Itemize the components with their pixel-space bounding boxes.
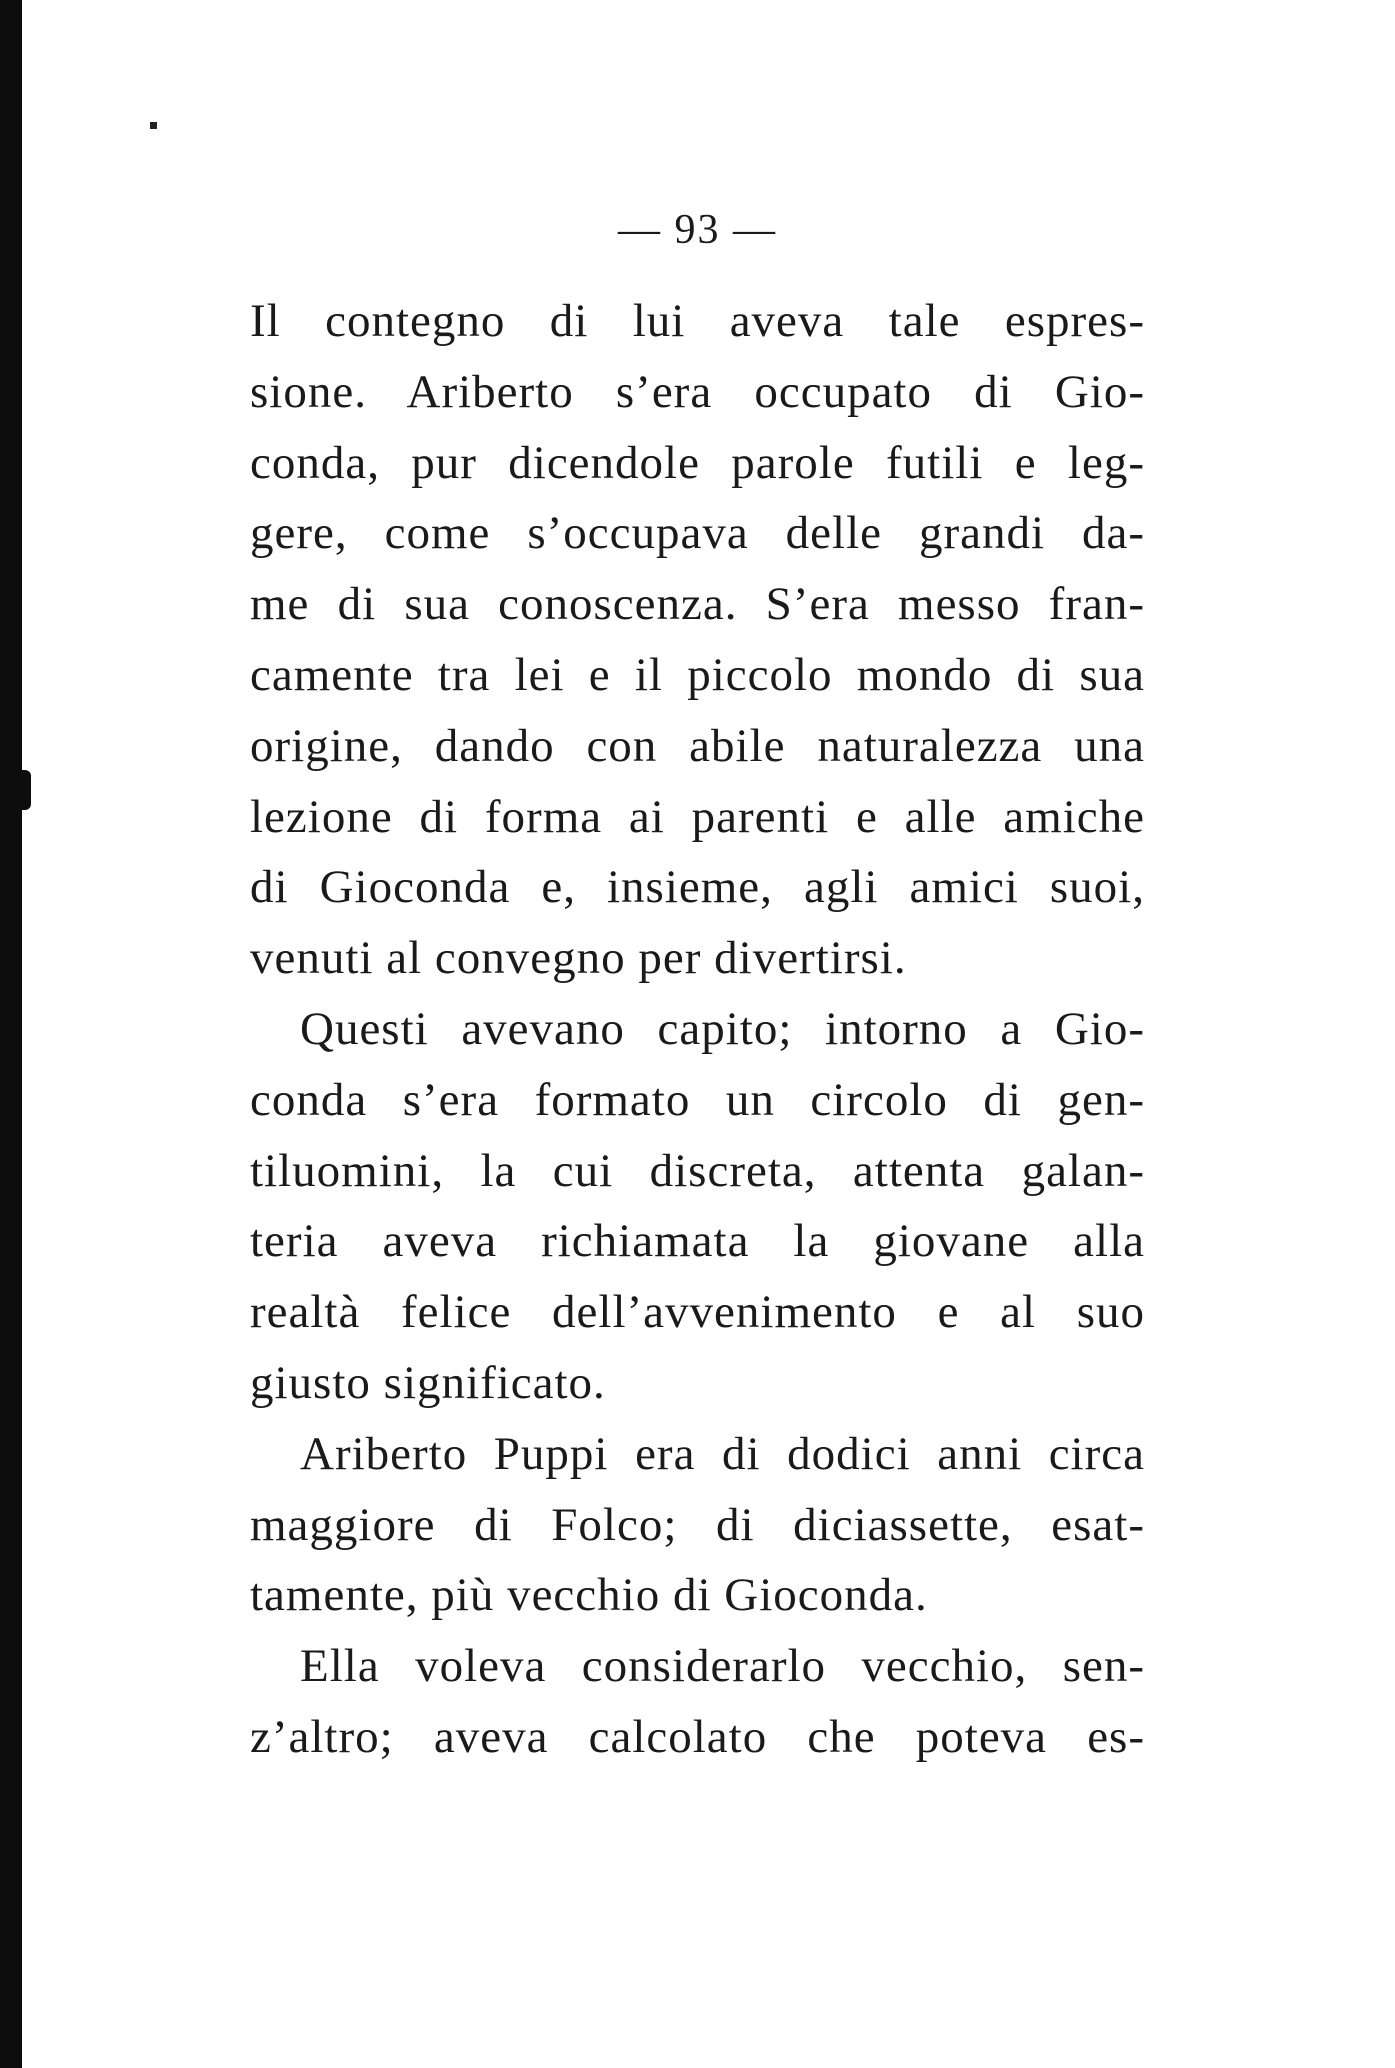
text-line: tamente, più vecchio di Gioconda. [250,1569,928,1622]
text-line: me di sua conoscenza. S’era messo fran- [250,578,1145,631]
text-line: camente tra lei e il piccolo mondo di sua [250,648,1145,701]
scan-speck [150,122,157,129]
text-line: Ella voleva considerarlo vecchio, sen- [300,1640,1145,1693]
body-text [250,286,1145,1773]
text-line: di Gioconda e, insieme, agli amici suoi, [250,861,1145,914]
text-line: z’altro; aveva calcolato che poteva es- [250,1710,1145,1763]
text-line: realtà felice dell’avvenimento e al suo [250,1286,1145,1339]
text-line: lezione di forma ai parenti e alle amiche [250,790,1145,843]
text-line: Ariberto Puppi era di dodici anni circa [300,1427,1145,1480]
text-line: tiluomini, la cui discreta, attenta galan- [250,1144,1145,1197]
text-line: venuti al convegno per divertirsi. [250,932,907,985]
text-line: conda, pur dicendole parole futili e leg- [250,436,1145,489]
text-line: Questi avevano capito; intorno a Gio- [300,1002,1145,1055]
text-line: teria aveva richiamata la giovane alla [250,1215,1145,1268]
page-number: — 93 — [618,207,777,253]
text-line: Il contegno di lui aveva tale espres- [250,295,1145,347]
text-line: giusto significato. [250,1356,606,1409]
text-line: gere, come s’occupava delle grandi da- [250,507,1145,560]
text-line: maggiore di Folco; di diciassette, esat- [250,1498,1145,1551]
text-line: sione. Ariberto s’era occupato di Gio- [250,365,1145,418]
text-line: conda s’era formato un circolo di gen- [250,1073,1145,1126]
text-line: origine, dando con abile naturalezza una [250,719,1145,772]
page-edge [0,0,22,2068]
